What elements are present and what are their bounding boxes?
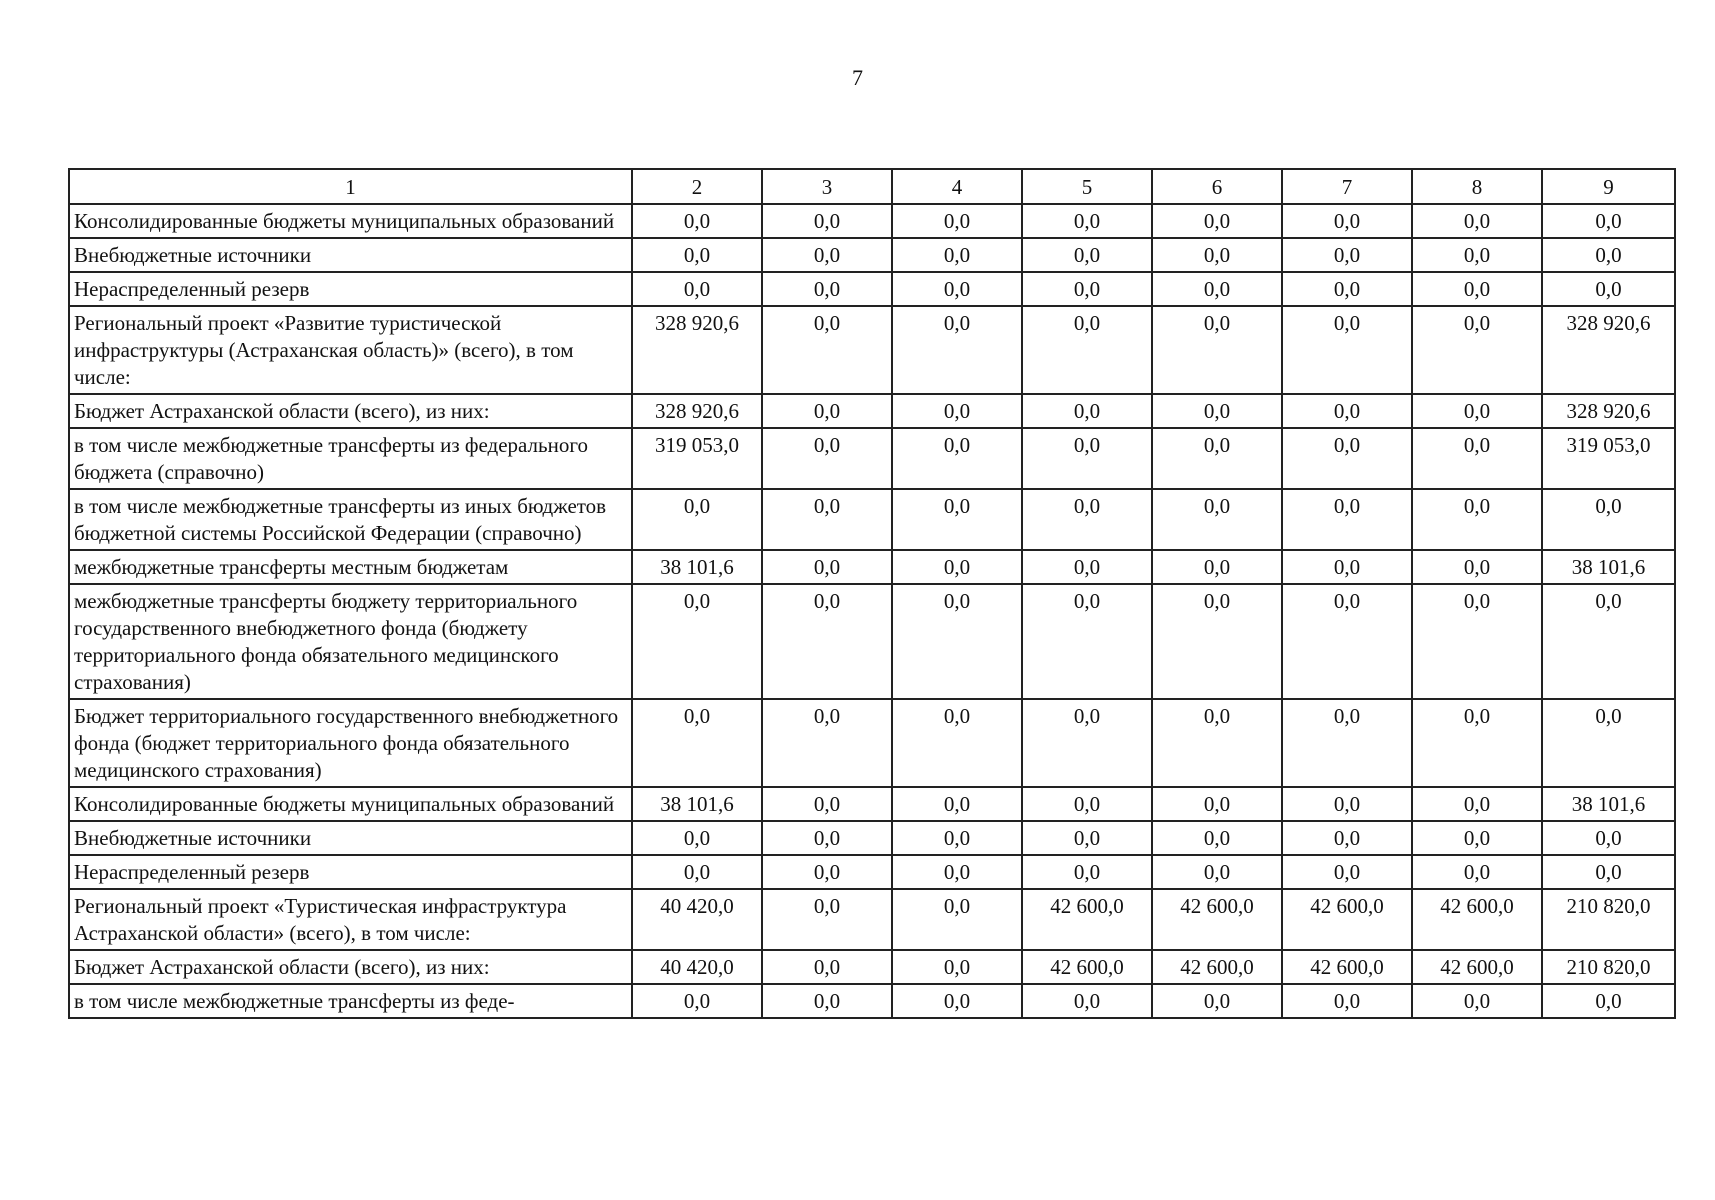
table-cell: 0,0: [1282, 821, 1412, 855]
table-cell: 0,0: [632, 855, 762, 889]
table-cell: 0,0: [1152, 272, 1282, 306]
row-label: Консолидированные бюджеты муниципальных образований: [69, 204, 632, 238]
table-cell: 42 600,0: [1022, 950, 1152, 984]
table-cell: 40 420,0: [632, 950, 762, 984]
table-cell: 38 101,6: [1542, 550, 1675, 584]
column-header: 1: [69, 169, 632, 204]
table-cell: 0,0: [632, 984, 762, 1018]
table-cell: 0,0: [1152, 428, 1282, 489]
table-cell: 0,0: [1152, 238, 1282, 272]
table-cell: 0,0: [1282, 272, 1412, 306]
table-cell: 0,0: [762, 889, 892, 950]
table-cell: 0,0: [762, 821, 892, 855]
page-number: 7: [852, 65, 863, 90]
table-cell: 0,0: [1152, 984, 1282, 1018]
budget-table: [68, 168, 1676, 1019]
table-cell: 319 053,0: [632, 428, 762, 489]
table-row: [69, 238, 1675, 272]
table-cell: 38 101,6: [632, 550, 762, 584]
table-row: [69, 787, 1675, 821]
table-cell: 0,0: [1412, 204, 1542, 238]
column-header: 5: [1022, 169, 1152, 204]
table-cell: 0,0: [1542, 238, 1675, 272]
table-cell: 0,0: [1022, 489, 1152, 550]
table-row: [69, 984, 1675, 1018]
table-cell: 0,0: [1412, 787, 1542, 821]
table-cell: 0,0: [632, 489, 762, 550]
table-cell: 319 053,0: [1542, 428, 1675, 489]
table-cell: 0,0: [1022, 821, 1152, 855]
table-cell: 0,0: [892, 272, 1022, 306]
table-cell: 0,0: [762, 984, 892, 1018]
table-cell: 0,0: [1022, 855, 1152, 889]
table-cell: 0,0: [892, 699, 1022, 787]
table-cell: 0,0: [1282, 428, 1412, 489]
table-cell: 0,0: [1022, 550, 1152, 584]
table-cell: 0,0: [632, 699, 762, 787]
table-cell: 0,0: [1542, 272, 1675, 306]
table-cell: 0,0: [632, 272, 762, 306]
table-row: [69, 855, 1675, 889]
table-cell: 42 600,0: [1282, 950, 1412, 984]
table-cell: 0,0: [1412, 306, 1542, 394]
table-cell: 0,0: [1412, 489, 1542, 550]
table-cell: 0,0: [632, 584, 762, 699]
row-label: Бюджет Астраханской области (всего), из них:: [69, 394, 632, 428]
table-cell: 0,0: [1152, 394, 1282, 428]
table-cell: 42 600,0: [1152, 889, 1282, 950]
table-cell: 0,0: [1152, 787, 1282, 821]
row-label: Консолидированные бюджеты муниципальных образований: [69, 787, 632, 821]
table-cell: 0,0: [1412, 238, 1542, 272]
table-cell: 0,0: [1152, 306, 1282, 394]
header-row: [69, 169, 1675, 204]
table-cell: 42 600,0: [1152, 950, 1282, 984]
table-row: [69, 394, 1675, 428]
table-cell: 0,0: [1282, 584, 1412, 699]
table-cell: 0,0: [892, 238, 1022, 272]
table-cell: 328 920,6: [1542, 306, 1675, 394]
table-cell: 0,0: [892, 855, 1022, 889]
table-cell: 0,0: [762, 204, 892, 238]
table-cell: 0,0: [1022, 787, 1152, 821]
table-cell: 0,0: [1542, 821, 1675, 855]
table-cell: 0,0: [762, 550, 892, 584]
column-header: 9: [1542, 169, 1675, 204]
table-cell: 0,0: [1542, 699, 1675, 787]
table-cell: 0,0: [762, 855, 892, 889]
table-row: [69, 889, 1675, 950]
table-cell: 0,0: [762, 428, 892, 489]
table-cell: 42 600,0: [1412, 950, 1542, 984]
table-cell: 38 101,6: [632, 787, 762, 821]
table-cell: 0,0: [762, 394, 892, 428]
table-cell: 0,0: [892, 821, 1022, 855]
table-body: [69, 204, 1675, 1018]
table-cell: 0,0: [762, 272, 892, 306]
table-row: [69, 428, 1675, 489]
column-header: 4: [892, 169, 1022, 204]
table-cell: 0,0: [1022, 984, 1152, 1018]
table-cell: 0,0: [1152, 489, 1282, 550]
row-label: межбюджетные трансферты местным бюджетам: [69, 550, 632, 584]
table-cell: 0,0: [762, 699, 892, 787]
table-cell: 0,0: [632, 821, 762, 855]
table-row: [69, 584, 1675, 699]
table-cell: 0,0: [1282, 550, 1412, 584]
row-label: Нераспределенный резерв: [69, 272, 632, 306]
table-cell: 0,0: [1542, 855, 1675, 889]
table-cell: 0,0: [762, 306, 892, 394]
table-cell: 0,0: [1022, 394, 1152, 428]
column-header: 7: [1282, 169, 1412, 204]
row-label: межбюджетные трансферты бюджету территориального государственного внебюджетного фонда (бюджету территориального фонда обязательного медицинского страхования): [69, 584, 632, 699]
row-label: в том числе межбюджетные трансферты из иных бюджетов бюджетной системы Российской Федерации (справочно): [69, 489, 632, 550]
table-cell: 0,0: [632, 238, 762, 272]
table-cell: 0,0: [632, 204, 762, 238]
table-cell: 0,0: [1282, 855, 1412, 889]
table-cell: 0,0: [1022, 204, 1152, 238]
row-label: Нераспределенный резерв: [69, 855, 632, 889]
table-row: [69, 272, 1675, 306]
table-row: [69, 204, 1675, 238]
row-label: Региональный проект «Туристическая инфраструктура Астраханской области» (всего), в том числе:: [69, 889, 632, 950]
table-cell: 0,0: [1152, 584, 1282, 699]
table-cell: 0,0: [1412, 855, 1542, 889]
table-cell: 0,0: [1412, 699, 1542, 787]
row-label: Региональный проект «Развитие туристической инфраструктуры (Астраханская область)» (всего), в том числе:: [69, 306, 632, 394]
table-cell: 0,0: [1022, 699, 1152, 787]
table-cell: 0,0: [1022, 306, 1152, 394]
table-row: [69, 699, 1675, 787]
table-cell: 328 920,6: [632, 306, 762, 394]
table-cell: 0,0: [762, 584, 892, 699]
table-cell: 0,0: [1282, 204, 1412, 238]
table-cell: 0,0: [892, 950, 1022, 984]
table-cell: 0,0: [1022, 238, 1152, 272]
table-cell: 0,0: [892, 204, 1022, 238]
table-cell: 0,0: [1412, 272, 1542, 306]
table-cell: 0,0: [1022, 584, 1152, 699]
table-row: [69, 950, 1675, 984]
table-cell: 328 920,6: [632, 394, 762, 428]
table-cell: 0,0: [762, 238, 892, 272]
table-cell: 42 600,0: [1022, 889, 1152, 950]
table-cell: 0,0: [1412, 821, 1542, 855]
table-row: [69, 306, 1675, 394]
table-cell: 210 820,0: [1542, 889, 1675, 950]
table-cell: 0,0: [762, 489, 892, 550]
table-cell: 0,0: [1152, 550, 1282, 584]
table-cell: 0,0: [1282, 699, 1412, 787]
table-cell: 0,0: [892, 984, 1022, 1018]
table-cell: 210 820,0: [1542, 950, 1675, 984]
table-cell: 0,0: [1282, 787, 1412, 821]
row-label: Внебюджетные источники: [69, 238, 632, 272]
table-cell: 0,0: [1412, 984, 1542, 1018]
table-cell: 0,0: [1412, 550, 1542, 584]
table-cell: 0,0: [762, 787, 892, 821]
row-label: Бюджет территориального государственного внебюджетного фонда (бюджет территориального фонда обязательного медицинского страхования): [69, 699, 632, 787]
column-header: 8: [1412, 169, 1542, 204]
column-header: 2: [632, 169, 762, 204]
table-cell: 0,0: [1152, 855, 1282, 889]
table-cell: 328 920,6: [1542, 394, 1675, 428]
table-cell: 0,0: [1542, 584, 1675, 699]
row-label: Внебюджетные источники: [69, 821, 632, 855]
table-cell: 0,0: [892, 428, 1022, 489]
table-cell: 0,0: [1412, 394, 1542, 428]
table-cell: 0,0: [1282, 238, 1412, 272]
table-cell: 0,0: [1152, 821, 1282, 855]
table-cell: 0,0: [762, 950, 892, 984]
column-header: 6: [1152, 169, 1282, 204]
table-cell: 0,0: [1282, 394, 1412, 428]
table-row: [69, 489, 1675, 550]
table-cell: 0,0: [1022, 272, 1152, 306]
table-cell: 0,0: [1542, 984, 1675, 1018]
table-cell: 0,0: [1152, 204, 1282, 238]
table-cell: 0,0: [1412, 584, 1542, 699]
table-cell: 0,0: [892, 489, 1022, 550]
table-cell: 38 101,6: [1542, 787, 1675, 821]
table-cell: 0,0: [892, 550, 1022, 584]
row-label: в том числе межбюджетные трансферты из феде-: [69, 984, 632, 1018]
row-label: Бюджет Астраханской области (всего), из них:: [69, 950, 632, 984]
table-cell: 0,0: [1152, 699, 1282, 787]
table-row: [69, 550, 1675, 584]
table-cell: 42 600,0: [1412, 889, 1542, 950]
table-cell: 0,0: [892, 787, 1022, 821]
table-cell: 0,0: [1282, 306, 1412, 394]
table-cell: 42 600,0: [1282, 889, 1412, 950]
table-row: [69, 821, 1675, 855]
table-cell: 0,0: [1542, 204, 1675, 238]
table-cell: 0,0: [1282, 984, 1412, 1018]
table-cell: 0,0: [892, 394, 1022, 428]
table-cell: 0,0: [892, 584, 1022, 699]
table-cell: 40 420,0: [632, 889, 762, 950]
table-cell: 0,0: [892, 306, 1022, 394]
table-cell: 0,0: [892, 889, 1022, 950]
row-label: в том числе межбюджетные трансферты из федерального бюджета (справочно): [69, 428, 632, 489]
column-header: 3: [762, 169, 892, 204]
table-cell: 0,0: [1542, 489, 1675, 550]
table-cell: 0,0: [1022, 428, 1152, 489]
table-cell: 0,0: [1282, 489, 1412, 550]
table-cell: 0,0: [1412, 428, 1542, 489]
